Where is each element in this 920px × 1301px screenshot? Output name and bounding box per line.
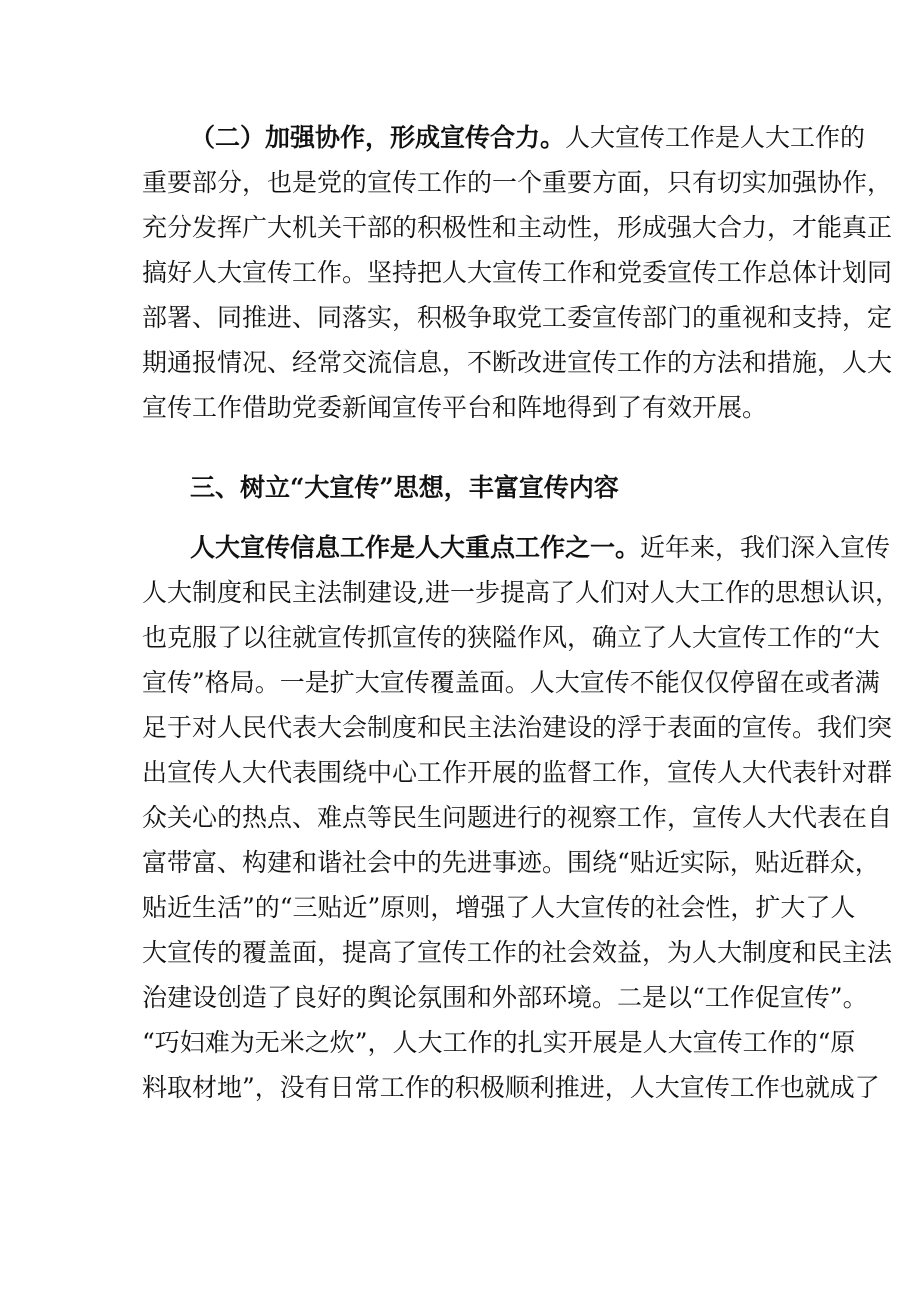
section-heading: 三、树立“大宣传”思想，丰富宣传内容 — [190, 473, 619, 502]
paragraph-line: 宣传工作借助党委新闻宣传平台和阵地得到了有效开展。 — [142, 393, 768, 422]
paragraph-line: “巧妇难为无米之炊”，人大工作的扎实开展是人大宣传工作的“原 — [142, 1028, 856, 1057]
paragraph-line: 期通报情况、经常交流信息，不断改进宣传工作的方法和措施，人大 — [142, 348, 893, 377]
paragraph-line: 人大制度和民主法制建设,进一步提高了人们对人大工作的思想认识， — [142, 578, 900, 607]
paragraph-line: 众关心的热点、难点等民生问题进行的视察工作，宣传人大代表在自 — [142, 803, 893, 832]
paragraph-line: 部署、同推进、同落实，积极争取党工委宣传部门的重视和支持，定 — [142, 303, 893, 332]
section-two-first-line — [190, 118, 866, 158]
paragraph-line: 贴近生活”的“三贴近”原则，增强了人大宣传的社会性，扩大了人 — [142, 893, 856, 922]
section-three-lead: 人大宣传信息工作是人大重点工作之一。 — [190, 533, 641, 562]
paragraph-line: 料取材地”，没有日常工作的积极顺利推进，人大宣传工作也就成了 — [142, 1073, 880, 1102]
paragraph-line: 充分发挥广大机关干部的积极性和主动性，形成强大合力，才能真正 — [142, 213, 893, 242]
paragraph-line: 富带富、构建和谐社会中的先进事迹。围绕“贴近实际，贴近群众， — [142, 848, 880, 877]
paragraph-line: 重要部分，也是党的宣传工作的一个重要方面，只有切实加强协作， — [142, 168, 893, 197]
section-two-lead: （二）加强协作，形成宣传合力。 — [190, 123, 566, 152]
paragraph-line: 足于对人民代表大会制度和民主法治建设的浮于表面的宣传。我们突 — [142, 713, 893, 742]
paragraph-line: 宣传”格局。一是扩大宣传覆盖面。人大宣传不能仅仅停留在或者满 — [142, 668, 880, 697]
section-three-first-line — [190, 528, 891, 568]
section-two-first-tail: 人大宣传工作是人大工作的 — [565, 123, 866, 152]
paragraph-line: 也克服了以往就宣传抓宣传的狭隘作风，确立了人大宣传工作的“大 — [142, 623, 880, 652]
section-three-first-tail: 近年来，我们深入宣传 — [640, 533, 891, 562]
paragraph-line: 出宣传人大代表围绕中心工作开展的监督工作，宣传人大代表针对群 — [142, 758, 893, 787]
paragraph-line: 大宣传的覆盖面，提高了宣传工作的社会效益，为人大制度和民主法 — [142, 938, 893, 967]
paragraph-line: 治建设创造了良好的舆论氛围和外部环境。二是以“工作促宣传”。 — [142, 983, 868, 1012]
paragraph-line: 搞好人大宣传工作。坚持把人大宣传工作和党委宣传工作总体计划同 — [142, 258, 893, 287]
